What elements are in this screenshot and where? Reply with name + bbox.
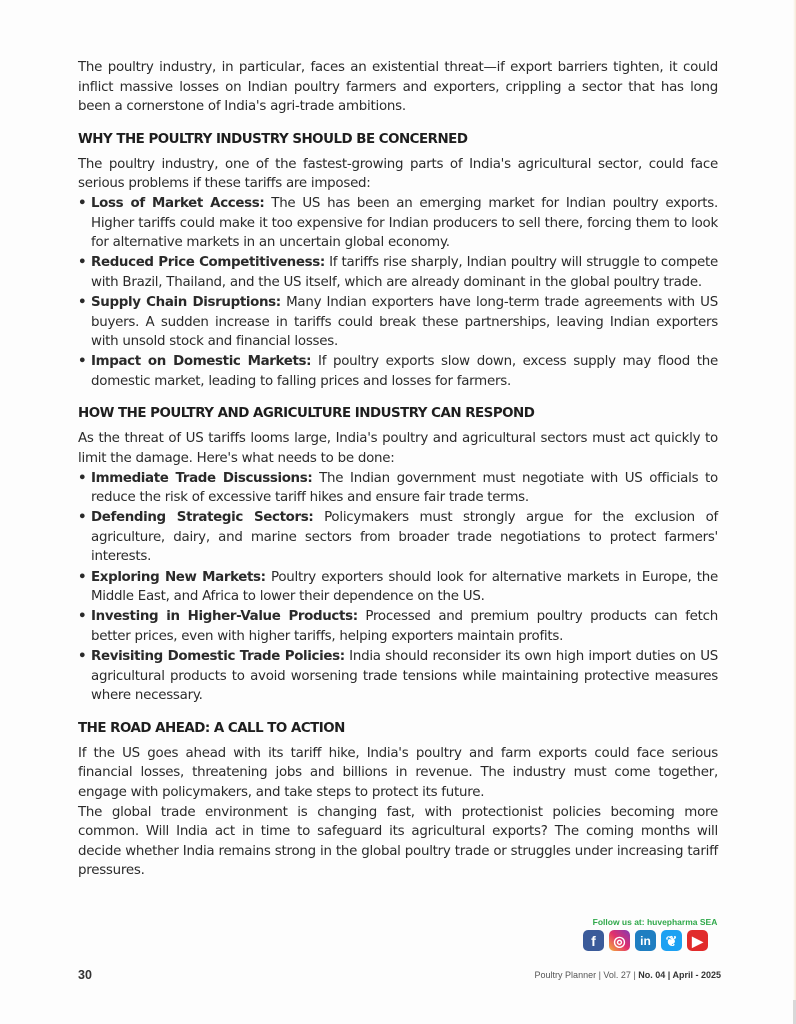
list-item: [78, 607, 718, 646]
closing-paragraph: The global trade environment is changing fast, with protectionist policies becoming more common. Will India act in time to safeguard its agricultural exports? The coming months will decide whether India remains strong in the global poultry trade or struggles under increasing tariff pressures.: [78, 804, 718, 879]
item-title: Loss of Market Access:: [91, 195, 265, 211]
item-text: India should reconsider its own high import duties on US agricultural products to avoid worsening trade tensions while maintaining protective measures where necessary.: [91, 648, 718, 704]
list-item: [78, 508, 718, 567]
intro-paragraph: The poultry industry, in particular, faces an existential threat—if export barriers tighten, it could inflict massive losses on Indian poultry farmers and exporters, crippling a sector that has long been a cornerstone of India's agri-trade ambitions.: [78, 60, 718, 115]
bullet-icon: •: [78, 294, 87, 310]
section-lead: The poultry industry, one of the fastest-growing parts of India's agricultural sector, could face serious problems if these tariffs are imposed:: [78, 156, 718, 192]
bullet-icon: •: [78, 354, 87, 370]
bullet-list: [78, 194, 718, 391]
item-text: The Indian government must negotiate with US officials to reduce the risk of excessive tariff hikes and ensure fair trade terms.: [91, 470, 718, 506]
article-body: [78, 58, 718, 881]
bullet-icon: •: [78, 648, 87, 664]
item-title: Impact on Domestic Markets:: [91, 354, 312, 370]
list-item: [78, 647, 718, 706]
item-text: Many Indian exporters have long-term trade agreements with US buyers. A sudden increase in tariffs could break these partnerships, leaving Indian exporters with unsold stock and financial losses.: [91, 294, 718, 350]
bullet-list: [78, 469, 718, 706]
item-title: Reduced Price Competitiveness:: [91, 255, 325, 271]
closing-paragraph: If the US goes ahead with its tariff hike, India's poultry and farm exports could face serious financial losses, threatening jobs and billions in revenue. The industry must come together, engage with policymakers, and take steps to protect its future.: [78, 745, 718, 800]
publication-info: [535, 970, 721, 980]
page-number: 30: [78, 968, 92, 982]
section-heading: HOW THE POULTRY AND AGRICULTURE INDUSTRY CAN RESPOND: [78, 406, 535, 422]
section-heading: THE ROAD AHEAD: A CALL TO ACTION: [78, 720, 345, 736]
item-title: Exploring New Markets:: [91, 569, 266, 585]
bullet-icon: •: [78, 609, 87, 625]
section-heading: WHY THE POULTRY INDUSTRY SHOULD BE CONCERNED: [78, 131, 468, 147]
list-item: [78, 469, 718, 508]
follow-label: Follow us at: huvepharma SEA: [592, 917, 718, 927]
social-follow-block: [583, 917, 723, 951]
section-road-ahead: [78, 719, 718, 881]
item-text: The US has been an emerging market for Indian poultry exports. Higher tariffs could make it too expensive for Indian producers to sell there, forcing them to look for alternative markets in an uncertain global economy.: [91, 195, 718, 251]
twitter-icon[interactable]: ❦: [661, 930, 682, 951]
section-concerns: [78, 130, 718, 392]
list-item: [78, 293, 718, 352]
section-lead: As the threat of US tariffs looms large, India's poultry and agricultural sectors must act quickly to limit the damage. Here's what needs to be done:: [78, 431, 718, 466]
item-text: Poultry exporters should look for alternative markets in Europe, the Middle East, and Africa to lower their dependence on the US.: [91, 569, 718, 605]
section-response: [78, 404, 718, 705]
instagram-icon[interactable]: ◎: [609, 930, 630, 951]
linkedin-icon[interactable]: in: [635, 930, 656, 951]
list-item: [78, 352, 718, 391]
list-item: [78, 194, 718, 253]
list-item: [78, 568, 718, 607]
item-title: Investing in Higher-Value Products:: [91, 609, 358, 625]
bullet-icon: •: [78, 569, 87, 585]
bullet-icon: •: [78, 470, 87, 486]
item-text: Policymakers must strongly argue for the exclusion of agriculture, dairy, and marine sectors from broader trade negotiations to protect farmers' interests.: [91, 510, 719, 565]
issue-info: No. 04 | April - 2025: [638, 970, 721, 980]
item-text: If poultry exports slow down, excess supply may flood the domestic market, leading to falling prices and losses for farmers.: [91, 354, 718, 389]
item-title: Defending Strategic Sectors:: [91, 510, 314, 526]
item-text: Processed and premium poultry products can fetch better prices, even with higher tariffs, helping exporters maintain profits.: [91, 609, 719, 644]
bullet-icon: •: [78, 195, 87, 211]
item-title: Revisiting Domestic Trade Policies:: [91, 648, 345, 664]
list-item: [78, 253, 718, 292]
social-icons: [583, 930, 723, 951]
item-title: Supply Chain Disruptions:: [91, 294, 281, 310]
youtube-icon[interactable]: ▶: [687, 930, 708, 951]
bullet-icon: •: [78, 255, 87, 271]
item-text: If tariffs rise sharply, Indian poultry will struggle to compete with Brazil, Thailand, and the US itself, which are already dominant in the global poultry trade.: [91, 255, 718, 290]
facebook-icon[interactable]: f: [583, 930, 604, 951]
publication-name: Poultry Planner | Vol. 27 |: [534, 970, 639, 980]
bullet-icon: •: [78, 510, 87, 526]
item-title: Immediate Trade Discussions:: [91, 470, 313, 486]
